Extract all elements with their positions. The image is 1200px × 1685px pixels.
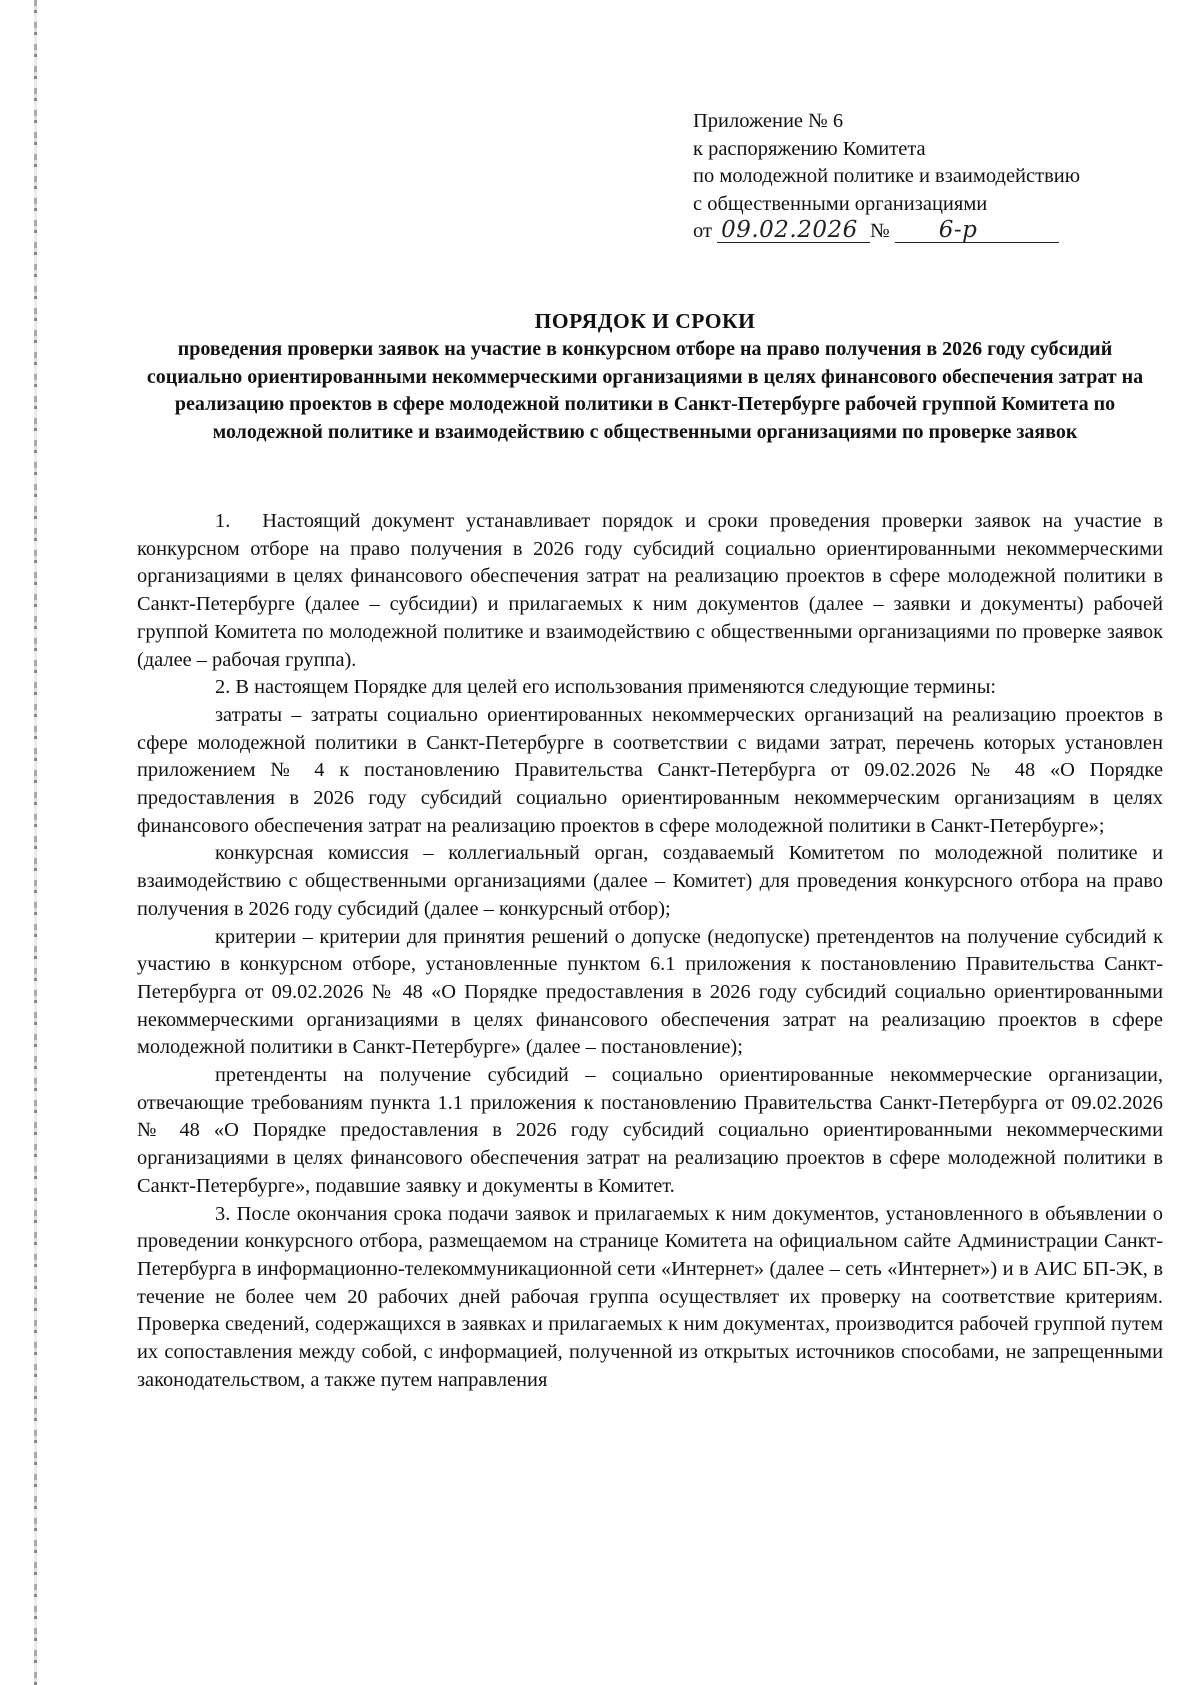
paragraph-1-text: Настоящий документ устанавливает порядок и сроки проведения проверки заявок на участие в конкурсном отборе на право получения в 2026 году субсидий социально ориентированными некоммерческими организациями в целях финансового обеспечения затрат на реализацию проектов в сфере молодежной политики в Санкт-Петербурге (далее – субсидии) и прилагаемых к ним документов (далее – заявки и документы) рабочей группой Комитета по молодежной политике и взаимодействию с общественными организациями по проверке заявок (далее – рабочая группа).	[137, 510, 1163, 671]
annex-line-1: Приложение № 6	[693, 110, 844, 132]
document-title: ПОРЯДОК И СРОКИ	[534, 309, 756, 333]
annex-header	[693, 108, 1163, 246]
annex-date-line	[693, 218, 1163, 246]
annex-line-2: к распоряжению Комитета	[693, 137, 926, 160]
document-body	[137, 508, 1163, 1395]
paragraph-term-applicants: претенденты на получение субсидий – социально ориентированные некоммерческие организации, отвечающие требованиям пункта 1.1 приложения к постановлению Правительства Санкт-Петербурга от 09.02.2026 № 48 «О Порядке предоставления в 2026 году субсидий социально ориентированными некоммерческими организациями в целях финансового обеспечения затрат на реализацию проектов в сфере молодежной политики в Санкт-Петербурге», подавшие заявку и документы в Комитет.	[137, 1064, 1163, 1197]
document-subtitle: проведения проверки заявок на участие в конкурсном отборе на право получения в 2026 году субсидий социально ориентированными некоммерческими организациями в целях финансового обеспечения затрат на реализацию проектов в сфере молодежной политики в Санкт-Петербурге рабочей группой Комитета по молодежной политике и взаимодействию с общественными организациями по проверке заявок	[146, 338, 1144, 443]
document-title-block	[130, 306, 1160, 446]
paragraph-term-costs: затраты – затраты социально ориентированных некоммерческих организаций на реализацию проектов в сфере молодежной политики в Санкт-Петербурге в соответствии с видами затрат, перечень которых установлен приложением № 4 к постановлению Правительства Санкт-Петербурга от 09.02.2026 № 48 «О Порядке предоставления в 2026 году субсидий социально ориентированным некоммерческим организациям в целях финансового обеспечения затрат на реализацию проектов в сфере молодежной политики в Санкт-Петербурге»;	[137, 703, 1163, 837]
paragraph-2: 2. В настоящем Порядке для целей его использования применяются следующие термины:	[215, 676, 997, 699]
annex-number-label: №	[870, 220, 890, 242]
annex-from-label: от	[693, 220, 712, 242]
annex-handwritten-number: 6-р	[895, 218, 1059, 243]
annex-handwritten-date: 09.02.2026	[717, 218, 870, 243]
paragraph-term-criteria: критерии – критерии для принятия решений о допуске (недопуске) претендентов на получение субсидий к участию в конкурсном отборе, установленные пунктом 6.1 приложения к постановлению Правительства Санкт-Петербурга от 09.02.2026 № 48 «О Порядке предоставления в 2026 году субсидий социально ориентированными некоммерческими организациями в целях финансового обеспечения затрат на реализацию проектов в сфере молодежной политики в Санкт-Петербурге» (далее – постановление);	[137, 925, 1163, 1059]
paragraph-1-number: 1.	[215, 510, 231, 532]
scan-edge	[34, 0, 37, 1685]
paragraph-1	[137, 508, 1163, 674]
annex-line-4: с общественными организациями	[693, 192, 988, 215]
paragraph-3: 3. После окончания срока подачи заявок и прилагаемых к ним документов, установленного в объявлении о проведении конкурсного отбора, размещаемом на странице Комитета на официальном сайте Администрации Санкт-Петербурга в информационно-телекоммуникационной сети «Интернет» (далее – сеть «Интернет») и в АИС БП-ЭК, в течение не более чем 20 рабочих дней рабочая группа осуществляет их проверку на соответствие критериям. Проверка сведений, содержащихся в заявках и прилагаемых к ним документах, производится рабочей группой путем их сопоставления между собой, с информацией, полученной из открытых источников способами, не запрещенными законодательством, а также путем направления	[137, 1202, 1163, 1391]
paragraph-term-commission: конкурсная комиссия – коллегиальный орган, создаваемый Комитетом по молодежной политике и взаимодействию с общественными организациями (далее – Комитет) для проведения конкурсного отбора на право получения в 2026 году субсидий (далее – конкурсный отбор);	[137, 842, 1163, 920]
annex-line-3: по молодежной политике и взаимодействию	[693, 165, 1081, 187]
